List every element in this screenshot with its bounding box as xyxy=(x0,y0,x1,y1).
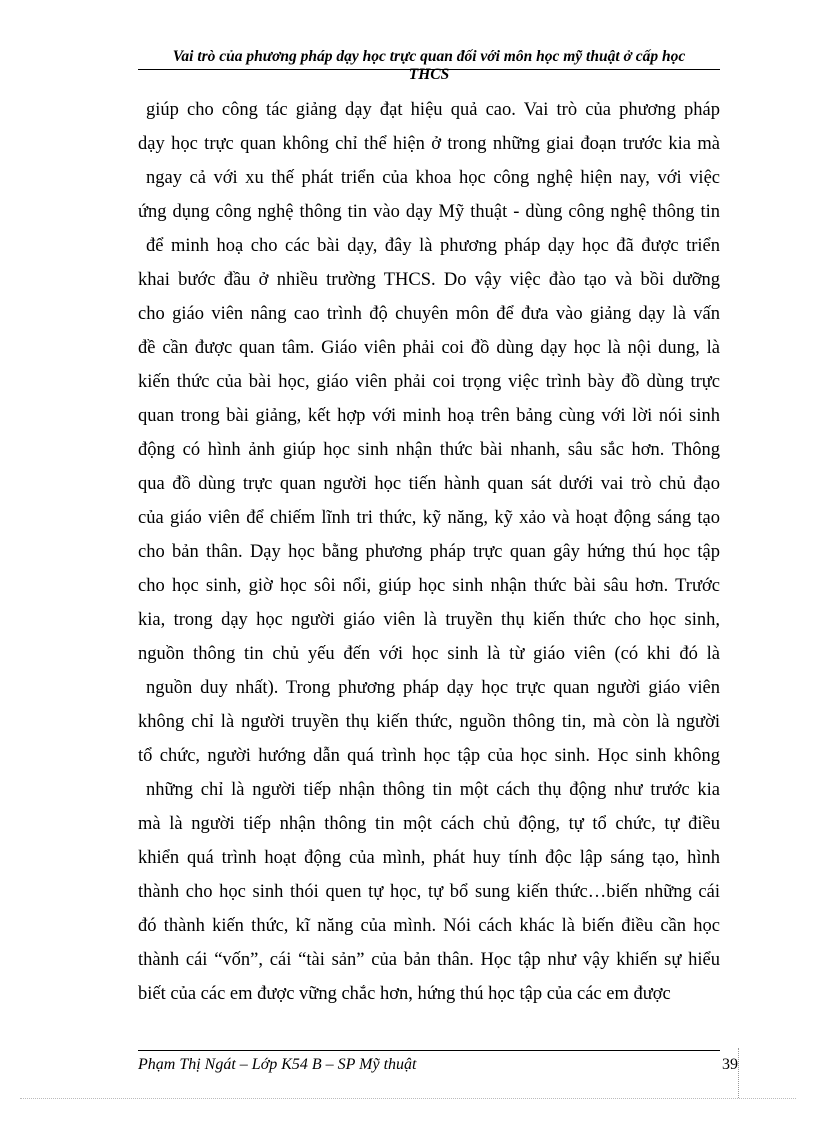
page-bottom-edge xyxy=(20,1098,796,1099)
body-line: không chỉ là người truyền thụ kiến thức, nguồn thông tin, mà còn là người xyxy=(138,712,720,732)
page-edge-marker xyxy=(738,1048,739,1098)
header-title-line-2: THCS xyxy=(408,66,450,83)
body-line: qua đồ dùng trực quan người học tiến hành quan sát dưới vai trò chủ đạo xyxy=(138,474,720,494)
body-line: cho giáo viên nâng cao trình độ chuyên môn để đưa vào giảng dạy là vấn xyxy=(138,304,720,324)
body-line: kiến thức của bài học, giáo viên phải coi trọng việc trình bày đồ dùng trực xyxy=(138,372,720,392)
body-line: khai bước đầu ở nhiều trường THCS. Do vậy việc đào tạo và bồi dưỡng xyxy=(138,270,720,290)
body-line: mà là người tiếp nhận thông tin một cách chủ động, tự tổ chức, tự điều xyxy=(138,814,720,834)
body-line: khiển quá trình hoạt động của mình, phát huy tính độc lập sáng tạo, hình xyxy=(138,848,720,868)
header-title-line-1: Vai trò của phương pháp dạy học trực quan đối với môn học mỹ thuật ở cấp học xyxy=(172,48,686,65)
body-line: tổ chức, người hướng dẫn quá trình học tập của học sinh. Học sinh không xyxy=(138,746,720,766)
footer-rule xyxy=(138,1050,720,1051)
running-header xyxy=(138,48,720,84)
body-line: động có hình ảnh giúp học sinh nhận thức bài nhanh, sâu sắc hơn. Thông xyxy=(138,440,720,460)
body-line: nguồn duy nhất). Trong phương pháp dạy học trực quan người giáo viên xyxy=(146,678,720,698)
body-line: đó thành kiến thức, kĩ năng của mình. Nói cách khác là biến điều cần học xyxy=(138,916,720,936)
body-line: biết của các em được vững chắc hơn, hứng thú học tập của các em được xyxy=(138,984,671,1004)
body-line: cho học sinh, giờ học sôi nổi, giúp học sinh nhận thức bài sâu hơn. Trước xyxy=(138,576,720,596)
body-line: nguồn thông tin chủ yếu đến với học sinh là từ giáo viên (có khi đó là xyxy=(138,644,720,664)
body-line: dạy học trực quan không chỉ thể hiện ở trong những giai đoạn trước kia mà xyxy=(138,134,720,154)
body-line: để minh hoạ cho các bài dạy, đây là phương pháp dạy học đã được triển xyxy=(146,236,720,256)
body-line: giúp cho công tác giảng dạy đạt hiệu quả cao. Vai trò của phương pháp xyxy=(146,100,720,120)
body-line: đề cần được quan tâm. Giáo viên phải coi đồ dùng dạy học là nội dung, là xyxy=(138,338,720,358)
body-line: cho bản thân. Dạy học bằng phương pháp trực quan gây hứng thú học tập xyxy=(138,542,720,562)
footer-author: Phạm Thị Ngát – Lớp K54 B – SP Mỹ thuật xyxy=(138,1056,417,1073)
body-line: thành cái “vốn”, cái “tài sản” của bản thân. Học tập như vậy khiến sự hiểu xyxy=(138,950,720,970)
body-line: quan trong bài giảng, kết hợp với minh hoạ trên bảng cùng với lời nói sinh xyxy=(138,406,720,426)
body-line: ứng dụng công nghệ thông tin vào dạy Mỹ thuật - dùng công nghệ thông tin xyxy=(138,202,720,222)
header-rule xyxy=(138,69,720,70)
page-number: 39 xyxy=(722,1056,738,1073)
body-line: kia, trong dạy học người giáo viên là truyền thụ kiến thức cho học sinh, xyxy=(138,610,720,630)
body-line: thành cho học sinh thói quen tự học, tự bổ sung kiến thức…biến những cái xyxy=(138,882,720,902)
body-line: ngay cả với xu thế phát triển của khoa học công nghệ hiện nay, với việc xyxy=(146,168,720,188)
body-line: những chỉ là người tiếp nhận thông tin một cách thụ động như trước kia xyxy=(146,780,720,800)
body-line: của giáo viên để chiếm lĩnh tri thức, kỹ năng, kỹ xảo và hoạt động sáng tạo xyxy=(138,508,720,528)
